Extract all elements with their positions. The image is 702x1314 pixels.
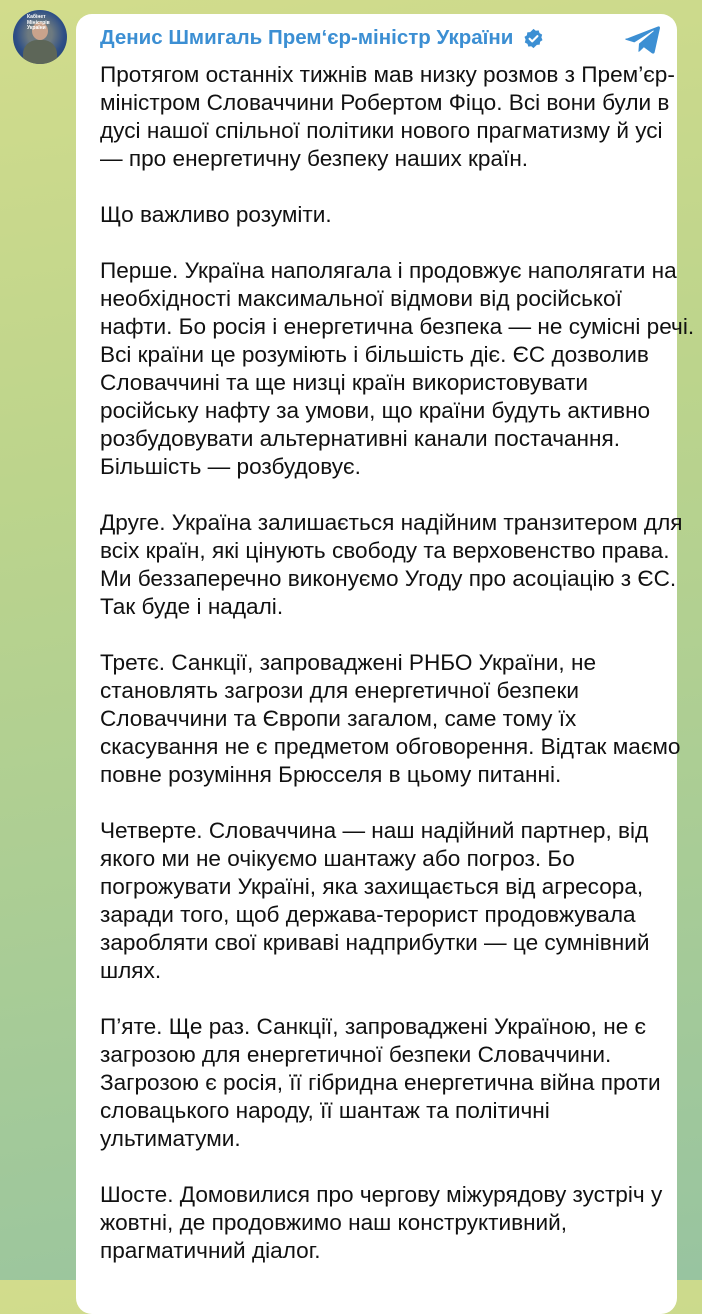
post-line: заробляти свої криваві надприбутки — це сумнівний	[100, 930, 650, 955]
post-line: Шосте. Домовилися про чергову міжурядову зустріч у	[100, 1182, 663, 1207]
post-line: ультиматуми.	[100, 1126, 241, 1151]
post-line: Що важливо розуміти.	[100, 202, 332, 227]
post-line: Перше. Україна наполягала і продовжує наполягати на	[100, 258, 677, 283]
post-paragraph	[100, 1181, 694, 1265]
post-line: Так буде і надалі.	[100, 594, 284, 619]
post-text	[100, 61, 694, 1293]
post-line: Загрозою є росія, її гібридна енергетична війна проти	[100, 1070, 661, 1095]
verified-badge-icon	[523, 28, 544, 49]
post-line: необхідності максимальної відмови від російської	[100, 286, 622, 311]
post-line: становлять загрози для енергетичної безпеки	[100, 678, 579, 703]
post-line: якого ми не очікуємо шантажу або погроз. Бо	[100, 846, 575, 871]
post-paragraph	[100, 509, 694, 621]
post-line: Всі країни це розуміють і більшість діє. ЄС дозволив	[100, 342, 649, 367]
post-line: Четверте. Словаччина — наш надійний партнер, від	[100, 818, 649, 843]
post-line: Словаччині та ще низці країн використовувати	[100, 370, 588, 395]
post-line: міністром Словаччини Робертом Фіцо. Всі вони були в	[100, 90, 670, 115]
channel-name-row[interactable]	[100, 26, 544, 50]
post-line: П’яте. Ще раз. Санкції, запроваджені Україною, не є	[100, 1014, 647, 1039]
post-line: всіх країн, які цінують свободу та верховенство права.	[100, 538, 670, 563]
post-line: Ми беззаперечно виконуємо Угоду про асоціацію з ЄС.	[100, 566, 677, 591]
post-line: Протягом останніх тижнів мав низку розмов з Прем’єр-	[100, 62, 675, 87]
post-line: шлях.	[100, 958, 162, 983]
post-paragraph	[100, 61, 694, 173]
post-line: загрозою для енергетичної безпеки Словаччини.	[100, 1042, 612, 1067]
post-line: нафти. Бо росія і енергетична безпека — не сумісні речі.	[100, 314, 695, 339]
post-line: російську нафту за умови, що країни будуть активно	[100, 398, 651, 423]
channel-avatar[interactable]	[13, 10, 67, 64]
telegram-icon[interactable]	[625, 24, 661, 56]
post-line: жовтні, де продовжимо наш конструктивний,	[100, 1210, 568, 1235]
post-line: повне розуміння Брюсселя в цьому питанні.	[100, 762, 562, 787]
post-line: словацького народу, її шантаж та політичні	[100, 1098, 550, 1123]
channel-name[interactable]: Денис Шмигаль Прем‘єр-міністр України	[100, 26, 514, 49]
post-line: розбудовувати альтернативні канали постачання.	[100, 426, 620, 451]
post-line: дусі нашої спільної політики нового прагматизму й усі	[100, 118, 663, 143]
post-line: погрожувати Україні, яка захищається від агресора,	[100, 874, 644, 899]
post-paragraph	[100, 257, 694, 481]
post-paragraph	[100, 649, 694, 789]
post-paragraph	[100, 1013, 694, 1153]
post-line: Словаччини та Європи загалом, саме тому їх	[100, 706, 577, 731]
post-line: скасування не є предметом обговорення. Відтак маємо	[100, 734, 681, 759]
message-bubble	[76, 14, 695, 1314]
post-line: Третє. Санкції, запроваджені РНБО України, не	[100, 650, 597, 675]
post-line: — про енергетичну безпеку наших країн.	[100, 146, 529, 171]
post-line: Друге. Україна залишається надійним транзитером для	[100, 510, 683, 535]
post-line: прагматичний діалог.	[100, 1238, 321, 1263]
post-paragraph	[100, 201, 694, 229]
avatar-caption: Кабінет Міністрів України	[27, 14, 50, 31]
post-line: заради того, щоб держава-терорист продовжувала	[100, 902, 636, 927]
avatar-body	[23, 40, 57, 64]
post-line: Більшість — розбудовує.	[100, 454, 361, 479]
post-paragraph	[100, 817, 694, 985]
